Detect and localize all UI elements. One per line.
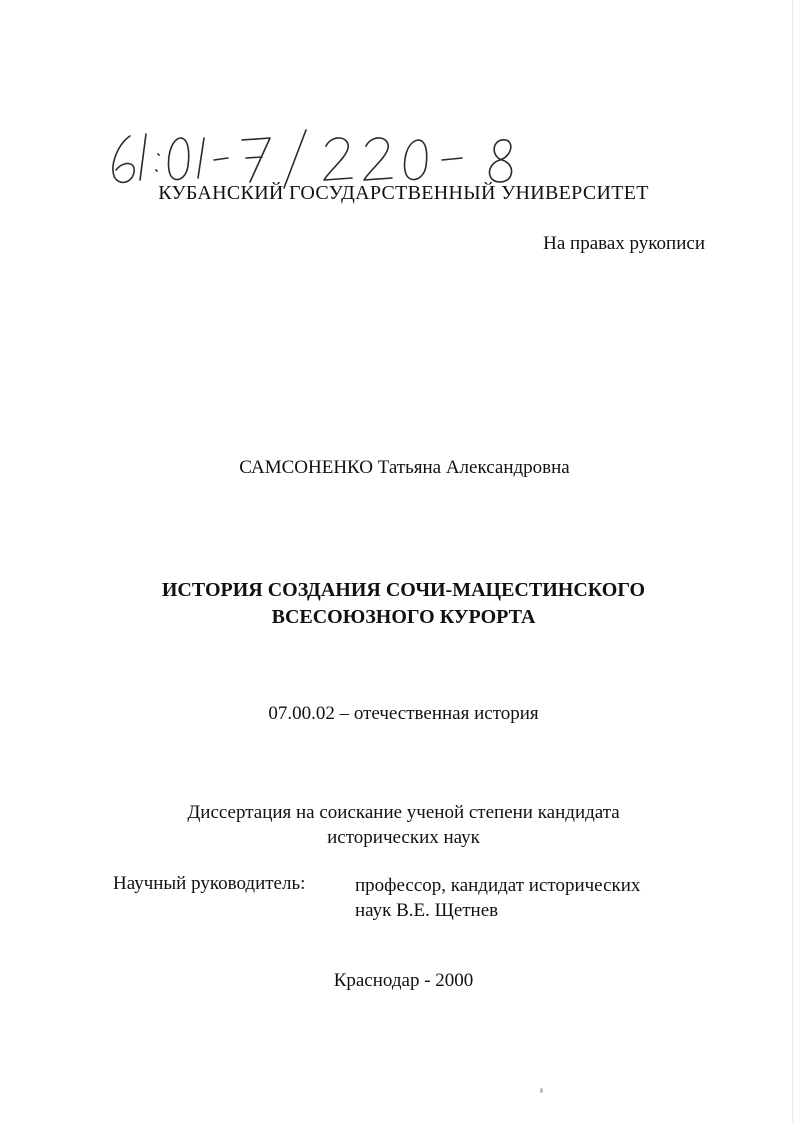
supervisor-label: Научный руководитель: xyxy=(113,873,306,894)
scan-speck xyxy=(540,1088,543,1093)
degree-line-2: исторических наук xyxy=(327,827,480,848)
specialty-code: 07.00.02 – отечественная история xyxy=(268,703,539,724)
place-and-year: Краснодар - 2000 xyxy=(333,970,474,991)
manuscript-rights-note: На правах рукописи xyxy=(543,233,705,254)
author-name: САМСОНЕНКО Татьяна Александровна xyxy=(239,457,570,478)
title-line-2: ВСЕСОЮЗНОГО КУРОРТА xyxy=(271,606,536,628)
title-line-1: ИСТОРИЯ СОЗДАНИЯ СОЧИ-МАЦЕСТИНСКОГО xyxy=(161,579,646,601)
degree-statement xyxy=(0,800,793,850)
supervisor-value xyxy=(355,873,695,923)
degree-line-1: Диссертация на соискание ученой степени кандидата xyxy=(187,802,620,823)
supervisor-line-1: профессор, кандидат исторических xyxy=(355,875,641,896)
dissertation-title xyxy=(0,577,793,631)
supervisor-line-2: наук В.Е. Щетнев xyxy=(355,900,499,921)
university-name: КУБАНСКИЙ ГОСУДАРСТВЕННЫЙ УНИВЕРСИТЕТ xyxy=(158,182,649,204)
